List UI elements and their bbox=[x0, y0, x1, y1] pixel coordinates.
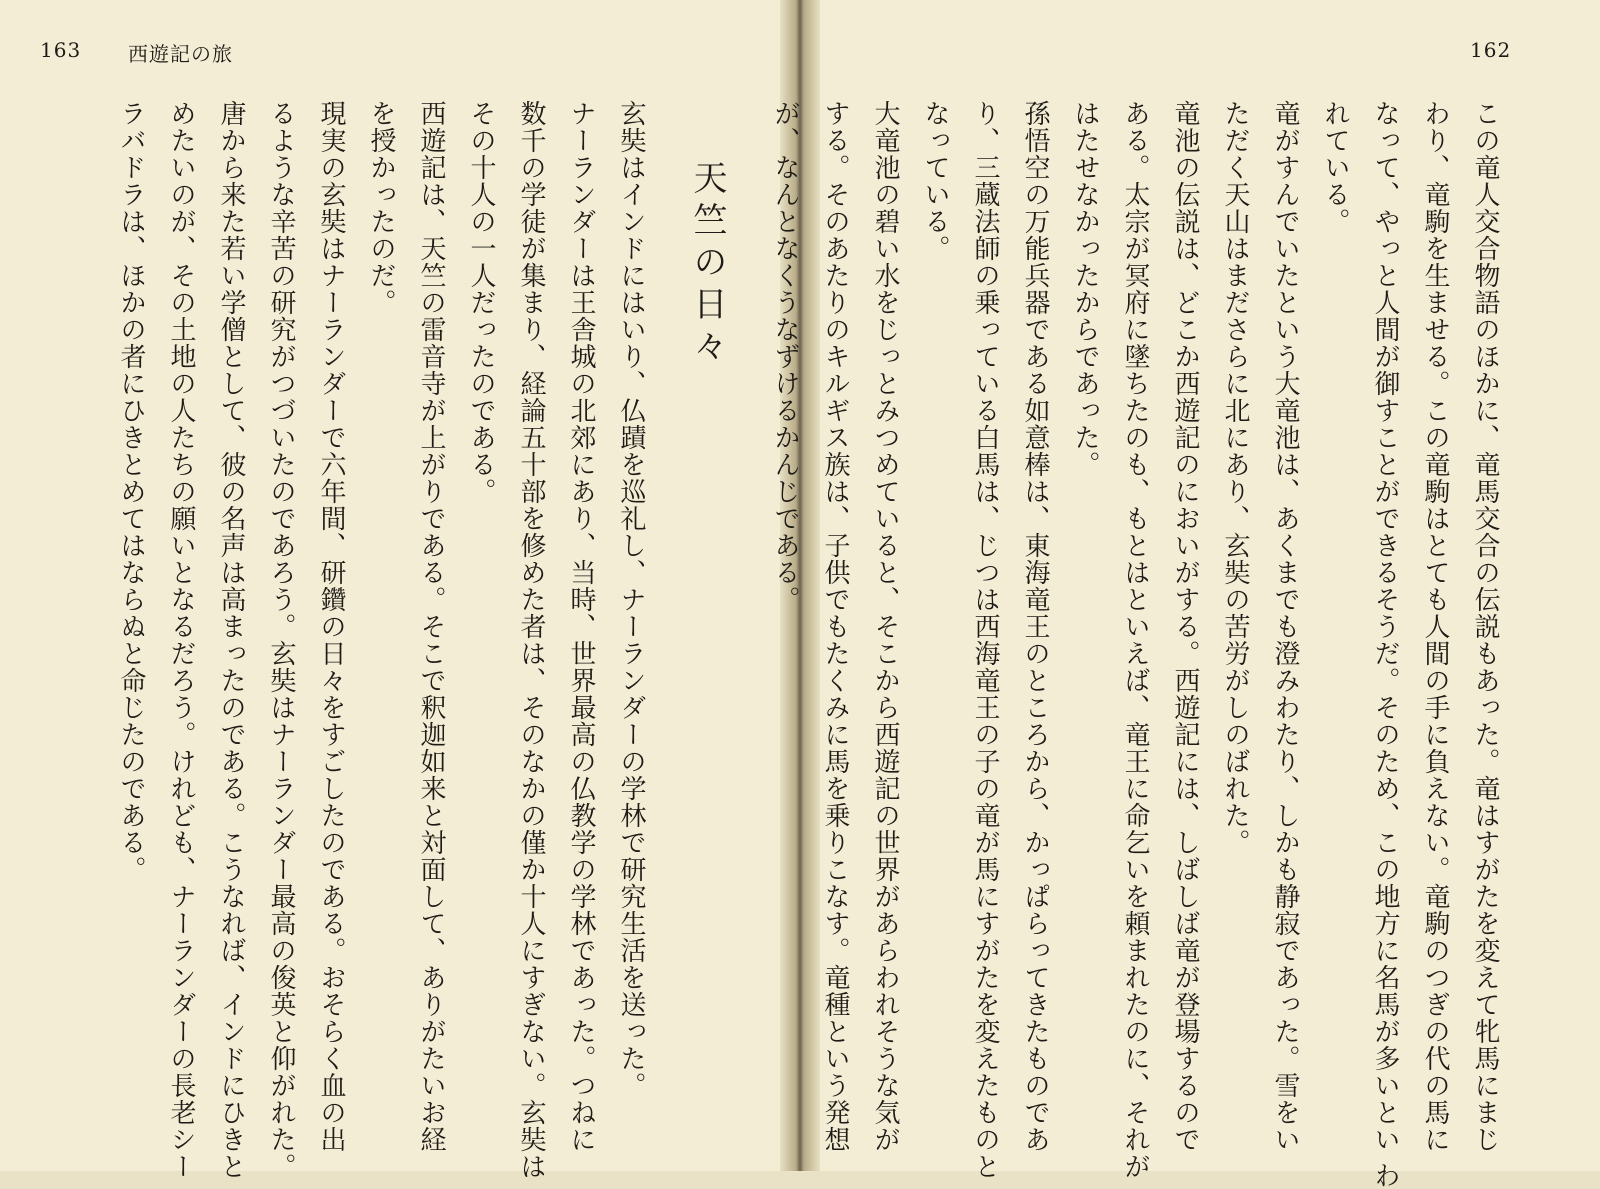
left-text-block bbox=[10, 100, 750, 1180]
text-line: が、なんとなくうなずけるかんじである。 bbox=[770, 100, 800, 613]
text-line: なっている。 bbox=[920, 100, 950, 262]
text-line: り、三蔵法師の乗っている白馬は、じつは西海竜王の子の竜が馬にすがたを変えたものと bbox=[970, 100, 1000, 1180]
running-title: 西遊記の旅 bbox=[128, 42, 233, 66]
text-line: 大竜池の碧い水をじっとみつめていると、そこから西遊記の世界があらわれそうな気が bbox=[870, 100, 900, 1153]
text-line: する。そのあたりのキルギス族は、子供でもたくみに馬を乗りこなす。竜種という発想 bbox=[820, 100, 850, 1153]
text-line: を授かったのだ。 bbox=[366, 100, 396, 316]
page-number-left: 163 bbox=[40, 38, 82, 62]
text-line: 西遊記は、天竺の雷音寺が上がりである。そこで釈迦如来と対面して、ありがたいお経 bbox=[416, 100, 446, 1153]
text-line: その十人の一人だったのである。 bbox=[466, 100, 496, 505]
text-line: 竜池の伝説は、どこか西遊記のにおいがする。西遊記には、しばしば竜が登場するので bbox=[1170, 100, 1200, 1153]
left-page bbox=[0, 0, 780, 1180]
section-heading: 天竺の日々 bbox=[687, 160, 727, 370]
text-line: この竜人交合物語のほかに、竜馬交合の伝説もあった。竜はすがたを変えて牝馬にまじ bbox=[1470, 100, 1500, 1153]
text-line: はたせなかったからであった。 bbox=[1070, 100, 1100, 478]
page-number-right: 162 bbox=[1470, 38, 1512, 62]
text-line: れている。 bbox=[1320, 100, 1350, 235]
right-page bbox=[770, 0, 1600, 1189]
text-line: 数千の学徒が集まり、経論五十部を修めた者は、そのなかの僅か十人にすぎない。玄奘は bbox=[516, 100, 546, 1180]
text-line: なって、やっと人間が御すことができるそうだ。そのため、この地方に名馬が多いとい わ bbox=[1370, 100, 1400, 1189]
text-line: 現実の玄奘はナーランダーで六年間、研鑽の日々をすごしたのである。おそらく血の出 bbox=[316, 100, 346, 1153]
text-line: 竜がすんでいたという大竜池は、あくまでも澄みわたり、しかも静寂であった。雪をい bbox=[1270, 100, 1300, 1153]
text-line: ただく天山はまださらに北にあり、玄奘の苦労がしのばれた。 bbox=[1220, 100, 1250, 856]
text-line: ある。太宗が冥府に墜ちたのも、もとはといえば、竜王に命乞いを頼まれたのに、それが bbox=[1120, 100, 1150, 1180]
text-line: るような辛苦の研究がつづいたのであろう。玄奘はナーランダー最高の俊英と仰がれた。 bbox=[266, 100, 296, 1180]
right-text-block bbox=[770, 100, 1510, 1189]
text-line: ナーランダーは王舎城の北郊にあり、当時、世界最高の仏教学の学林であった。つねに bbox=[566, 100, 596, 1153]
text-line: ラバドラは、ほかの者にひきとめてはならぬと命じたのである。 bbox=[116, 100, 146, 883]
text-line: めたいのが、その土地の人たちの願いとなるだろう。けれども、ナーランダーの長老シー bbox=[166, 100, 196, 1180]
text-line: 唐から来た若い学僧として、彼の名声は高まったのである。こうなれば、インドにひきと bbox=[216, 100, 246, 1180]
text-line: 孫悟空の万能兵器である如意棒は、東海竜王のところから、かっぱらってきたものであ bbox=[1020, 100, 1050, 1153]
text-line: 玄奘はインドにはいり、仏蹟を巡礼し、ナーランダーの学林で研究生活を送った。 bbox=[616, 100, 646, 1099]
text-line: わり、竜駒を生ませる。この竜駒はとても人間の手に負えない。竜駒のつぎの代の馬に bbox=[1420, 100, 1450, 1153]
